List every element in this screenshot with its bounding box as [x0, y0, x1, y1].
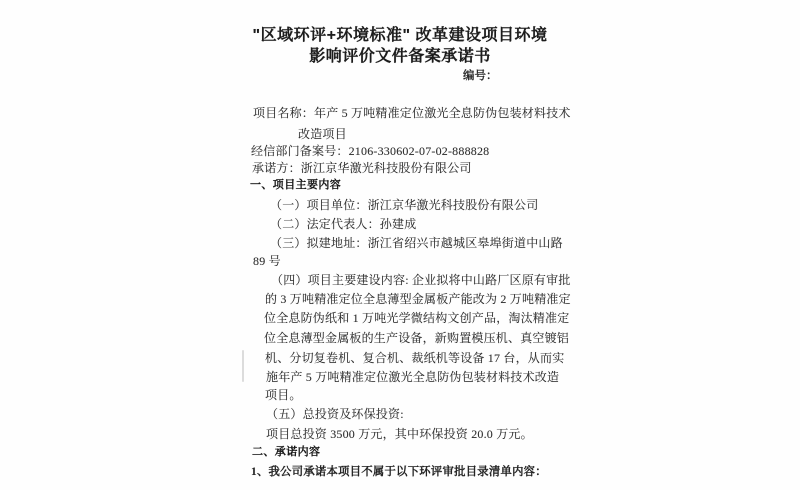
project-name-line-1: 项目名称：年产 5 万吨精准定位激光全息防伪包装材料技术: [253, 106, 571, 120]
item-3-address-line-1: （三）拟建地址：浙江省绍兴市越城区皋埠街道中山路: [270, 236, 563, 250]
scan-artifact: [242, 350, 244, 382]
committer-line: 承诺方：浙江京华激光科技股份有限公司: [252, 161, 472, 175]
item-2-legal-representative: （二）法定代表人：孙建成: [270, 217, 417, 231]
item-4-construction-line-1: （四）项目主要建设内容: 企业拟将中山路厂区原有审批: [271, 273, 571, 287]
document-title-line-2: 影响评价文件备案承诺书: [309, 48, 491, 65]
investment-amount-line: 项目总投资 3500 万元，其中环保投资 20.0 万元。: [266, 427, 533, 441]
document-title-line-1: "区域环评+环境标准" 改革建设项目环境: [252, 27, 548, 44]
item-4-construction-line-5: 机、分切复卷机、复合机、裁纸机等设备 17 台，从而实: [265, 351, 565, 365]
item-4-construction-line-3: 位全息防伪纸和 1 万吨光学微结构文创产品，淘汰精准定: [264, 311, 570, 325]
item-5-investment-heading: （五）总投资及环保投资:: [266, 407, 404, 421]
item-1-project-unit: （一）项目单位：浙江京华激光科技股份有限公司: [270, 198, 539, 212]
item-4-construction-line-4: 位全息薄型金属板的生产设备，新购置模压机、真空镀铝: [264, 331, 570, 345]
item-4-construction-line-6: 施年产 5 万吨精准定位激光全息防伪包装材料技术改造: [266, 370, 560, 384]
project-name-line-2: 改造项目: [298, 127, 347, 141]
commitment-item-1-line: 1、我公司承诺本项目不属于以下环评审批目录清单内容：: [251, 466, 547, 478]
document-number-label: 编号：: [463, 70, 498, 82]
item-4-construction-line-2: 的 3 万吨精准定位全息薄型金属板产能改为 2 万吨精准定: [265, 292, 571, 306]
section-1-heading: 一、项目主要内容: [250, 179, 342, 191]
item-4-construction-line-7: 项目。: [265, 388, 302, 402]
item-3-address-line-2: 89 号: [253, 254, 281, 268]
section-2-heading: 二、承诺内容: [252, 446, 321, 458]
filing-number-line: 经信部门备案号：2106-330602-07-02-888828: [251, 144, 490, 158]
